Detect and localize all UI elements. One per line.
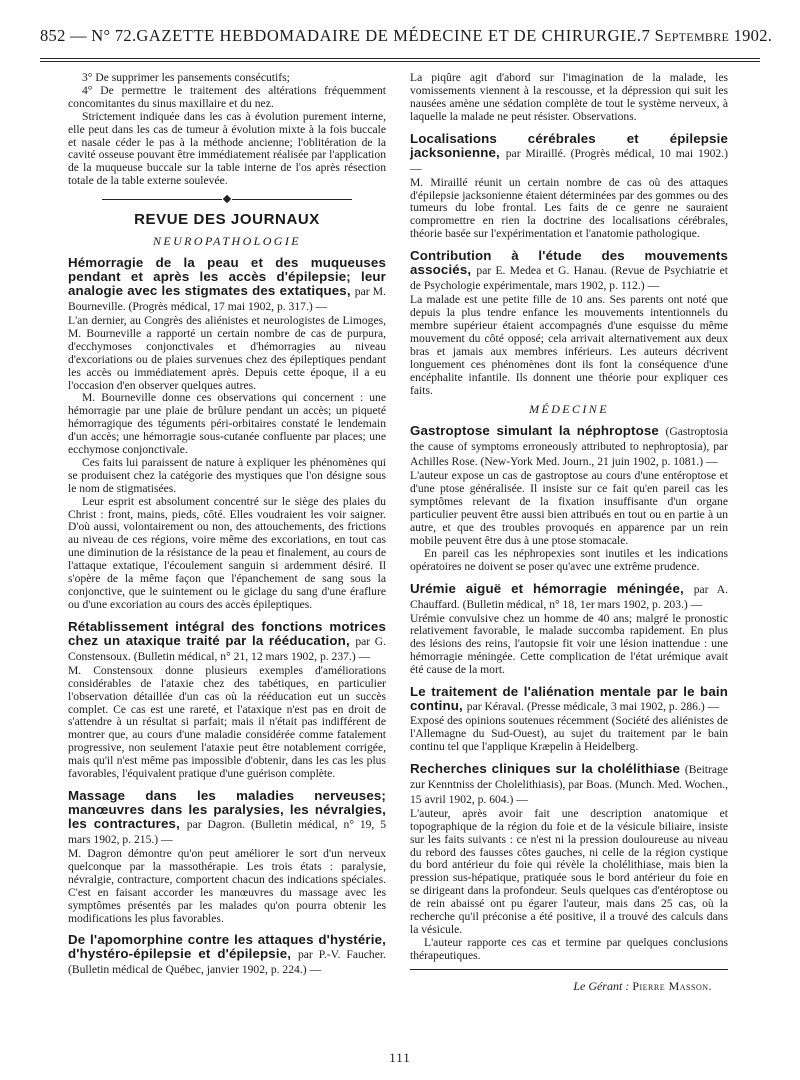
article-contribution — [410, 249, 728, 397]
article-paragraph: La malade est une petite fille de 10 ans. Ses parents ont noté que depuis la plus tendre enfance les mouvements intentionnels du membre supérieur étaient accompagnés d'une esquisse du même mouvement du côté opposé; cela arrivait alternativement aux deux bras et jamais aux membres inférieurs. Les auteurs décrivent longuement ces phénomènes dont ils font la conséquence d'une encéphalite infantile. Ils donnent une théorie pour expliquer ces faits. — [410, 293, 728, 397]
article-paragraph: Ces faits lui paraissent de nature à expliquer les phénomènes qui se produisent chez la catégorie des mystiques que l'on désigne sous le nom de stigmatisées. — [68, 455, 386, 495]
article-massage — [68, 789, 386, 925]
article-paragraph: M. Bourneville donne ces observations qui concernent : une hémorragie par une plaie de brûlure pendant un accès; un piqueté hémorragique des téguments péri-orbitaires constaté le lendemain d'un accès; une hémorragie sous-cutanée confluente par places; une ecchymose conjonctivale. — [68, 391, 386, 457]
article-localisations — [410, 132, 728, 242]
section-divider-ornament — [68, 196, 386, 202]
article-byline: par E. Medea et G. Hanau. (Revue de Psychiatrie et de Psychologie expérimentale, mars 1902, p. 112.) — — [410, 264, 728, 293]
header-rule — [40, 58, 760, 62]
bottom-mark: 111 — [389, 1050, 411, 1065]
intro-paragraph: Strictement indiquée dans les cas à évolution purement interne, elle peut dans les cas de tumeur à évolution mixte à la fois buccale et nasale céder le pas à la méthode ancienne; l'oblitération de la cavité osseuse pouvant être immédiatement réalisée par l'application de la muqueuse buccale sur la table interne de l'os après résection totale de la table externe soulevée. — [68, 109, 386, 188]
article-cholelithiase — [410, 762, 728, 963]
intro-item-4: 4° De permettre le traitement des altérations fréquemment concomitantes du sinus maxillaire et du nez. — [68, 83, 386, 110]
article-title: Le traitement de l'aliénation mentale par le bain continu, par Kéraval. (Presse médicale, 3 mai 1902, p. 286.) — — [410, 684, 728, 714]
article-byline: par G. Constensoux. (Bulletin médical, n° 21, 12 mars 1902, p. 237.) — — [68, 634, 386, 663]
article-byline: par Miraillé. (Progrès médical, 10 mai 1902.) — — [410, 146, 728, 175]
end-rule — [410, 969, 728, 970]
subsection-medecine: MÉDECINE — [529, 402, 609, 417]
article-paragraph: L'auteur expose un cas de gastroptose au cours d'une entéroptose et d'une ptose généralisée. Il insiste sur ce fait qu'en pareil cas les symptômes relevant de la fixation insuffisante d'un organe particulier peuvent être aussi bien attribués en tout ou en partie à un autre, et que des troubles provoqués en apparence par un rein mobile peuvent être dus à une ptose stomacale. — [410, 469, 728, 547]
article-byline: par A. Chauffard. (Bulletin médical, n° 18, 1er mars 1902, p. 203.) — — [410, 582, 728, 611]
article-title: Hémorragie de la peau et des muqueuses pendant et après les accès d'épilepsie; leur analogie avec les stigmates des extatiques, par M. Bourneville. (Progrès médical, 17 mai 1902, p. 317.) — — [68, 254, 386, 313]
article-byline: par M. Bourneville. (Progrès médical, 17 mai 1902, p. 317.) — — [68, 284, 386, 313]
intro-item-3: 3° De supprimer les pansements consécutifs; — [82, 71, 290, 84]
article-title: Localisations cérébrales et épilepsie jacksonienne, par Miraillé. (Progrès médical, 10 mai 1902.) — — [410, 130, 728, 175]
article-byline: par Kéraval. (Presse médicale, 3 mai 1902, p. 286.) — — [466, 700, 720, 714]
issue-date: 7 Septembre 1902. — [641, 26, 773, 45]
article-paragraph: Exposé des opinions soutenues récemment (Société des aliénistes de l'Allemagne du Sud-Ouest), au sujet du traitement par le bain continu tel que l'applique Kræpelin à Heidelberg. — [410, 714, 728, 753]
subsection-neuropathologie: NEUROPATHOLOGIE — [152, 234, 301, 249]
article-byline: (Beitrage zur Kenntniss der Cholelithiasis), par Boas. (Munch. Med. Wochen., 15 avril 1902, p. 604.) — — [410, 762, 728, 806]
gerant-signature — [410, 980, 728, 993]
article-apomorphine-text: La piqûre agit d'abord sur l'imagination de la malade, les vomissements viennent à la rescousse, et la dépression qui suit les nausées amène une sédation complète de tout le système nerveux, à laquelle la malade ne peut résister. Observations. — [410, 71, 728, 123]
left-column — [68, 72, 386, 978]
article-byline: (Gastroptosia the cause of symptoms erroneously attributed to nephroptosia), par Achilles Rose. (New-York Med. Journ., 21 juin 1902, p. 1081.) — — [410, 425, 728, 469]
article-uremie — [410, 582, 728, 678]
article-title: Massage dans les maladies nerveuses; manœuvres dans les paralysies, les névralgies, les contractures, par Dagron. (Bulletin médical, n° 19, 5 mars 1902, p. 215.) — — [68, 787, 386, 846]
page-number: 852 — N° 72. — [40, 26, 137, 45]
article-title: De l'apomorphine contre les attaques d'hystérie, d'hystéro-épilepsie et d'épilepsie, par P.-V. Faucher. (Bulletin médical de Québec, janvier 1902, p. 224.) — — [68, 932, 386, 977]
gerant-label: Le Gérant : — [573, 978, 630, 993]
article-byline: par Dagron. (Bulletin médical, n° 19, 5 mars 1902, p. 215.) — — [68, 817, 386, 846]
running-header — [40, 26, 773, 50]
article-title: Urémie aiguë et hémorragie méningée, par A. Chauffard. (Bulletin médical, n° 18, 1er mars 1902, p. 203.) — — [410, 580, 728, 611]
article-paragraph: En pareil cas les néphropexies sont inutiles et les indications opératoires ne doivent se poser qu'avec une extrême prudence. — [410, 546, 728, 573]
journal-title: GAZETTE HEBDOMADAIRE DE MÉDECINE ET DE CHIRURGIE. — [136, 26, 642, 45]
article-paragraph: L'an dernier, au Congrès des aliénistes et neurologistes de Limoges, M. Bourneville a rapporté un certain nombre de cas de purpura, d'ecchymoses conjonctivales et d'hémorragies au niveau d'excoriations ou de plaies survenues chez des épileptiques pendant les accès ou immédiatement après. Depuis cette époque, il a eu l'occasion d'en observer quelques autres. — [68, 313, 386, 392]
article-paragraph: M. Constensoux donne plusieurs exemples d'améliorations considérables de l'ataxie chez des tabétiques, en particulier l'observation détaillée d'un cas où la rééducation eut un succès complet. Ce cas est une rareté, et l'ataxique n'est pas en droit de s'attendre à un résultat si parfait; mais il n'était pas indifférent de montrer que, au cours d'une maladie considérée comme fatalement progressive, non seulement l'ataxie peut être notablement corrigée, mais qu'il n'est même pas impossible d'obtenir, dans les cas les plus favorables, l'équivalent pratique d'une guérison complète. — [68, 663, 386, 781]
article-title: Recherches cliniques sur la cholélithiase (Beitrage zur Kenntniss der Cholelithiasis), par Boas. (Munch. Med. Wochen., 15 avril 1902, p. 604.) — — [410, 760, 728, 806]
article-paragraph: M. Dagron démontre qu'on peut améliorer le sort d'un nerveux quelconque par la massothérapie. Les trois états : paralysie, névralgie, contracture, comportent chacun des indications spéciales. C'est en faisant accorder les manœuvres du massage avec les symptômes présentés par les malades qu'on pourra obtenir les modifications les plus favorables. — [68, 846, 386, 925]
article-paragraph: L'auteur, après avoir fait une description anatomique et topographique de la région du foie et de la vésicule biliaire, insiste sur les faits suivants : ce n'est ni la pression douloureuse au niveau du rebord des fausses côtes gauches, ni celle de la région cystique du bord antérieur du foie qui révèle la cholélithiase, mais bien la pression sus-hépatique, pratiquée sous le bord antérieur du foie en se dirigeant dans la profondeur. Seuls quelques cas d'entéroptose ou de rein abaissé ont pu égarer l'auteur, mais dans 25 cas, où la recherche qu'il préconise a été positive, il a trouvé des calculs dans la vésicule. — [410, 806, 728, 936]
article-title: Gastroptose simulant la néphroptose (Gastroptosia the cause of symptoms erroneously attributed to nephroptosia), par Achilles Rose. (New-York Med. Journ., 21 juin 1902, p. 1081.) — — [410, 423, 728, 469]
article-hemorragie — [68, 256, 386, 612]
gerant-name: Pierre Masson. — [632, 978, 712, 993]
section-title: REVUE DES JOURNAUX — [134, 211, 320, 229]
article-byline: par P.-V. Faucher. (Bulletin médical de Québec, janvier 1902, p. 224.) — — [68, 948, 386, 977]
article-title: Rétablissement intégral des fonctions motrices chez un ataxique traité par la rééducation, par G. Constensoux. (Bulletin médical, n° 21, 12 mars 1902, p. 237.) — — [68, 618, 386, 663]
article-paragraph: Leur esprit est absolument concentré sur le siège des plaies du Christ : front, mains, pieds, côté. Elles voudraient les voir saigner. D'où aussi, volontairement ou non, des attouchements, des frictions au niveau de ces régions, voire même des excoriations, en tout cas une diminution de la résistance de la peau et finalement, au cours de l'attaque extatique, l'écoulement sanguin si ardemment désiré. Il s'opère de la même façon que l'épanchement de sang sous la conjonctive, que le suintement ou le giclage du sang d'une éraflure ou d'une excoriation au cours des accès épileptiques. — [68, 494, 386, 611]
article-paragraph: L'auteur rapporte ces cas et termine par quelques conclusions thérapeutiques. — [410, 935, 728, 962]
article-alienation — [410, 685, 728, 754]
article-paragraph: M. Miraillé réunit un certain nombre de cas où des attaques d'épilepsie jacksonienne étaient déterminées par des gommes ou des tumeurs du lobe frontal. Les faits de ce genre ne sauraient compromettre en rien la doctrine des localisations cérébrales, théorie basée sur l'expérimentation et l'anatomie pathologique. — [410, 175, 728, 241]
article-paragraph: Urémie convulsive chez un homme de 40 ans; malgré le pronostic relativement favorable, le malade succomba rapidement. En plus des lésions des reins, l'autopsie fit voir une lésion inattendue : une hémorragie méningée. Cette complication de l'état urémique avait été cause de la mort. — [410, 611, 728, 677]
article-gastroptose — [410, 424, 728, 573]
article-apomorphine-heading — [68, 933, 386, 977]
right-column — [410, 72, 728, 993]
article-retablissement — [68, 620, 386, 781]
article-title: Contribution à l'étude des mouvements associés, par E. Medea et G. Hanau. (Revue de Psychiatrie et de Psychologie expérimentale, mars 1902, p. 112.) — — [410, 248, 728, 293]
